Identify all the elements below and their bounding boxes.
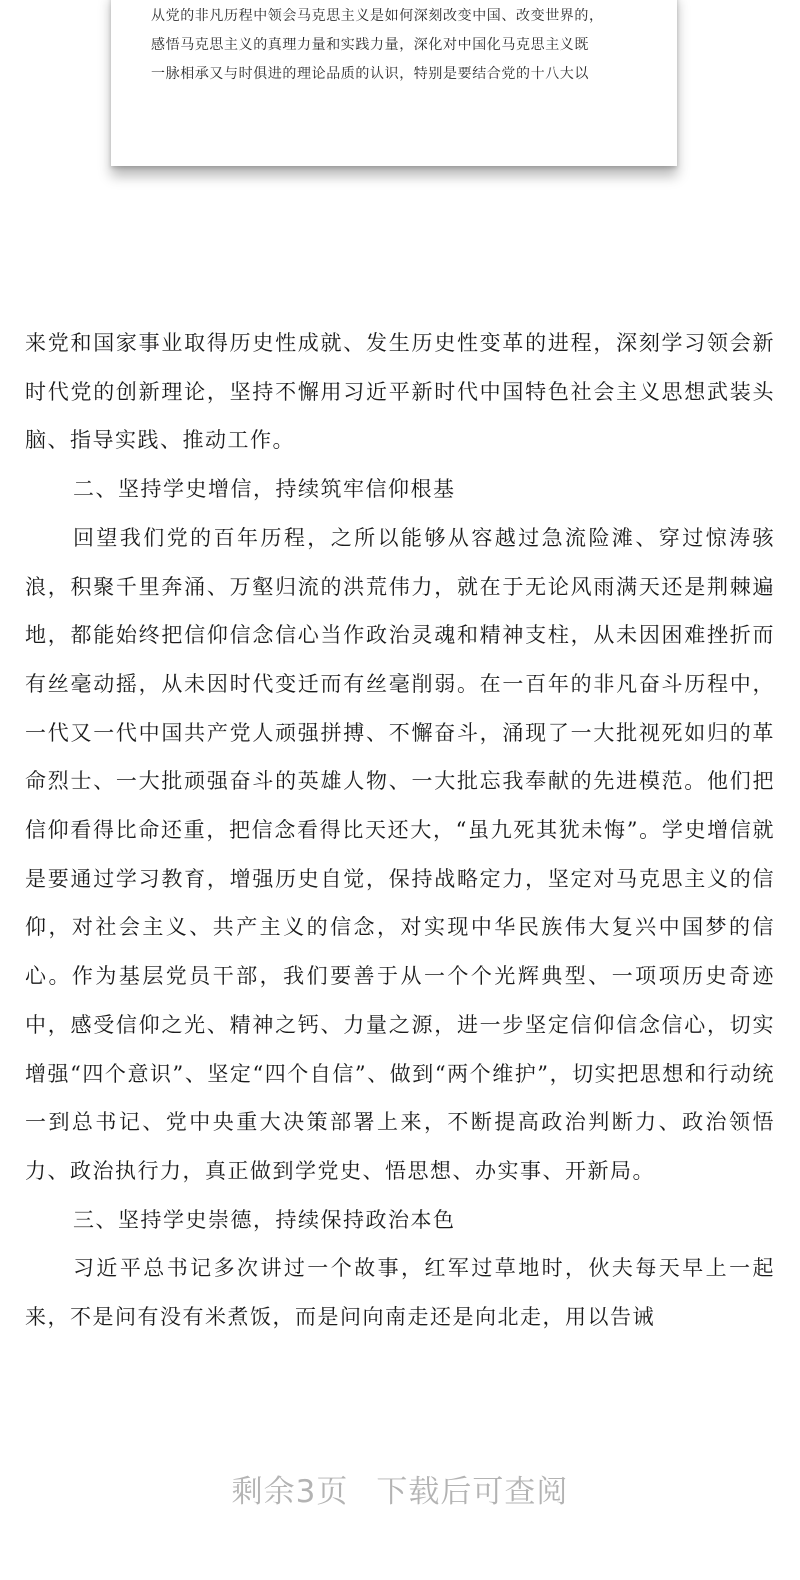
- preview-line-3: 一脉相承又与时俱进的理论品质的认识，特别是要结合党的十八大以: [151, 66, 589, 82]
- remaining-pages-label: 剩余3页: [231, 1474, 349, 1510]
- preview-line-1: 从党的非凡历程中领会马克思主义是如何深刻改变中国、改变世界的，: [151, 8, 604, 24]
- preview-line-2: 感悟马克思主义的真理力量和实践力量，深化对中国化马克思主义既: [151, 37, 589, 53]
- document-preview-card: [111, 0, 677, 166]
- download-to-view-label: 下载后可查阅: [376, 1474, 569, 1510]
- document-body: [25, 319, 775, 1342]
- section-heading-3: 三、坚持学史崇德，持续保持政治本色: [73, 1207, 456, 1232]
- paragraph-3: 习近平总书记多次讲过一个故事，红军过草地时，伙夫每天早上一起来，不是问有没有米煮饭，而是问向南走还是向北走，用以告诫: [25, 1256, 775, 1330]
- paragraph-1: 来党和国家事业取得历史性成就、发生历史性变革的进程，深刻学习领会新时代党的创新理论，坚持不懈用习近平新时代中国特色社会主义思想武装头脑、指导实践、推动工作。: [25, 331, 775, 453]
- paragraph-2: 回望我们党的百年历程，之所以能够从容越过急流险滩、穿过惊涛骇浪，积聚千里奔涌、万壑归流的洪荒伟力，就在于无论风雨满天还是荆棘遍地，都能始终把信仰信念信心当作政治灵魂和精神支柱，从未因困难挫折而有丝毫动摇，从未因时代变迁而有丝毫削弱。在一百年的非凡奋斗历程中，一代又一代中国共产党人顽强拼搏、不懈奋斗，涌现了一大批视死如归的革命烈士、一大批顽强奋斗的英雄人物、一大批忘我奉献的先进模范。他们把信仰看得比命还重，把信念看得比天还大，“虽九死其犹未悔”。学史增信就是要通过学习教育，增强历史自觉，保持战略定力，坚定对马克思主义的信仰，对社会主义、共产主义的信念，对实现中华民族伟大复兴中国梦的信心。作为基层党员干部，我们要善于从一个个光辉典型、一项项历史奇迹中，感受信仰之光、精神之钙、力量之源，进一步坚定信仰信念信心，切实增强“四个意识”、坚定“四个自信”、做到“两个维护”，切实把思想和行动统一到总书记、党中央重大决策部署上来，不断提高政治判断力、政治领悟力、政治执行力，真正做到学党史、悟思想、办实事、开新局。: [25, 525, 775, 1183]
- section-heading-2: 二、坚持学史增信，持续筑牢信仰根基: [73, 477, 456, 502]
- download-prompt[interactable]: [0, 1466, 800, 1511]
